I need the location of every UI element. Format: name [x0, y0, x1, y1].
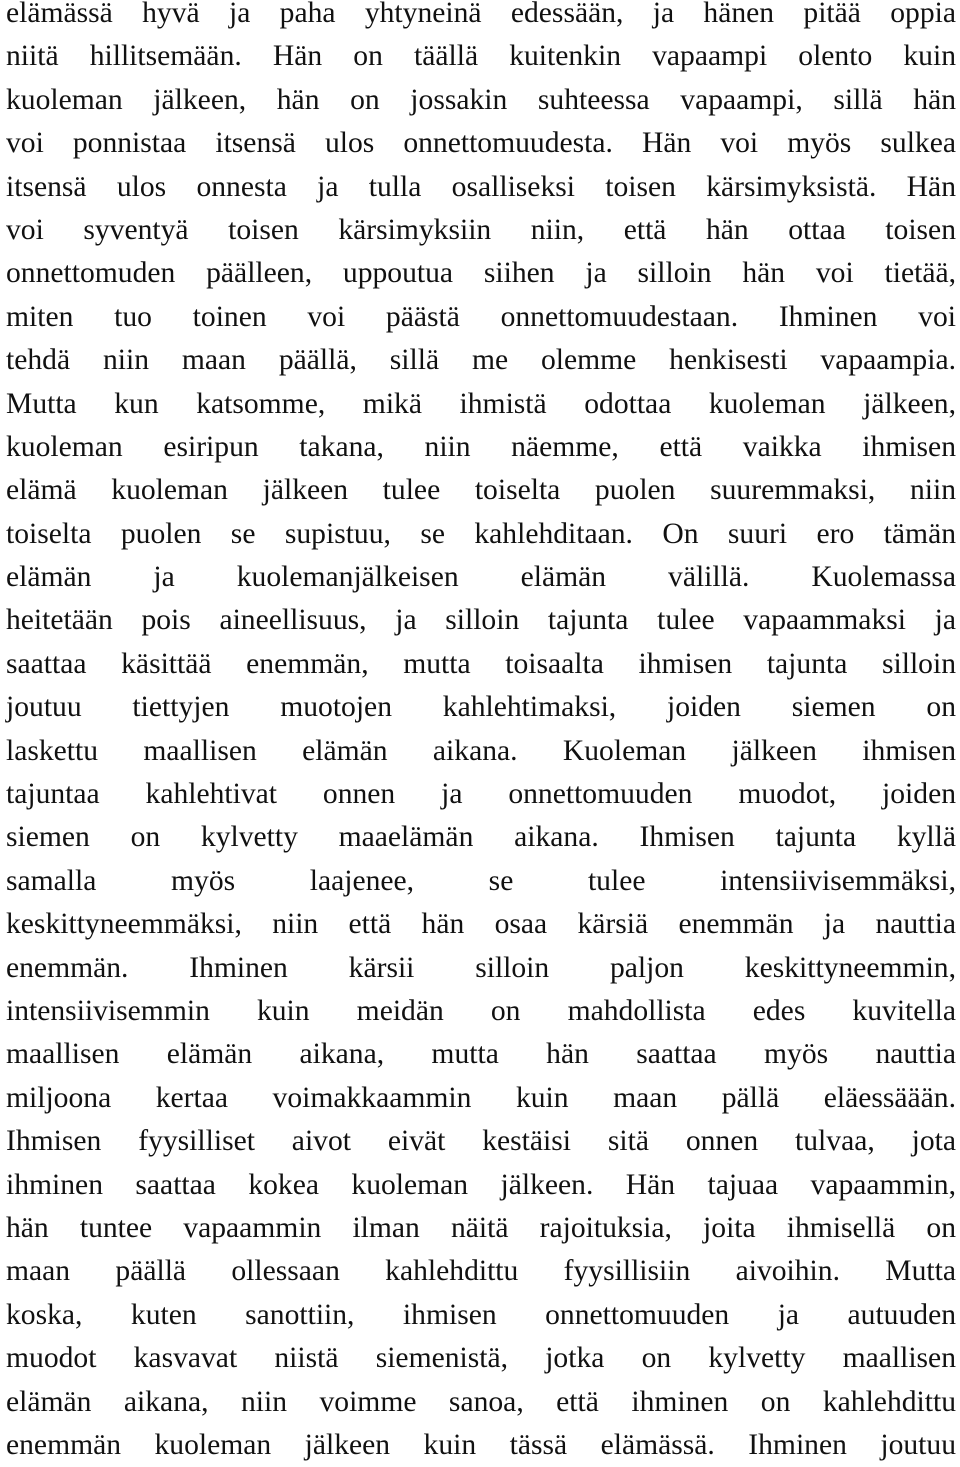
text-line: saattaa käsittää enemmän, mutta toisaalta ihmisen tajunta silloin: [6, 647, 956, 680]
text-line: miten tuo toinen voi päästä onnettomuudestaan. Ihminen voi: [6, 300, 956, 333]
text-line: elämän aikana, niin voimme sanoa, että ihminen on kahlehdittu: [6, 1385, 956, 1418]
text-line: keskittyneemmäksi, niin että hän osaa kärsiä enemmän ja nauttia: [6, 908, 956, 941]
text-line: heitetään pois aineellisuus, ja silloin tajunta tulee vapaammaksi ja: [6, 604, 956, 637]
body-text: [6, 0, 956, 1467]
text-line: elämän ja kuolemanjälkeisen elämän välillä. Kuolemassa: [6, 561, 956, 594]
text-line: elämässä hyvä ja paha yhtyneinä edessään, ja hänen pitää oppia: [6, 0, 956, 29]
text-line: onnettomuden päälleen, uppoutua siihen ja silloin hän voi tietää,: [6, 257, 956, 290]
text-line: niitä hillitsemään. Hän on täällä kuitenkin vapaampi olento kuin: [6, 40, 956, 73]
text-line: voi ponnistaa itsensä ulos onnettomuudesta. Hän voi myös sulkea: [6, 127, 956, 160]
text-line: Mutta kun katsomme, mikä ihmistä odottaa kuoleman jälkeen,: [6, 387, 956, 420]
text-line: samalla myös laajenee, se tulee intensiivisemmäksi,: [6, 864, 956, 897]
text-line: itsensä ulos onnesta ja tulla osalliseksi toisen kärsimyksistä. Hän: [6, 170, 956, 203]
text-line: siemen on kylvetty maaelämän aikana. Ihmisen tajunta kyllä: [6, 821, 956, 854]
text-line: kuoleman esiripun takana, niin näemme, että vaikka ihmisen: [6, 430, 956, 463]
text-line: elämä kuoleman jälkeen tulee toiselta puolen suuremmaksi, niin: [6, 474, 956, 507]
text-line: maan päällä ollessaan kahlehdittu fyysillisiin aivoihin. Mutta: [6, 1255, 956, 1288]
text-line: laskettu maallisen elämän aikana. Kuoleman jälkeen ihmisen: [6, 734, 956, 767]
text-line: tehdä niin maan päällä, sillä me olemme henkisesti vapaampia.: [6, 344, 956, 377]
text-line: hän tuntee vapaammin ilman näitä rajoituksia, joita ihmisellä on: [6, 1211, 956, 1244]
text-line: tajuntaa kahlehtivat onnen ja onnettomuuden muodot, joiden: [6, 778, 956, 811]
text-line: koska, kuten sanottiin, ihmisen onnettomuuden ja autuuden: [6, 1298, 956, 1331]
text-line: enemmän kuoleman jälkeen kuin tässä elämässä. Ihminen joutuu: [6, 1428, 956, 1461]
text-line: voi syventyä toisen kärsimyksiin niin, että hän ottaa toisen: [6, 213, 956, 246]
text-line: enemmän. Ihminen kärsii silloin paljon keskittyneemmin,: [6, 951, 956, 984]
text-line: intensiivisemmin kuin meidän on mahdollista edes kuvitella: [6, 994, 956, 1027]
text-line: ihminen saattaa kokea kuoleman jälkeen. Hän tajuaa vapaammin,: [6, 1168, 956, 1201]
text-line: Ihmisen fyysilliset aivot eivät kestäisi sitä onnen tulvaa, jota: [6, 1125, 956, 1158]
text-line: miljoona kertaa voimakkaammin kuin maan pällä eläessäään.: [6, 1081, 956, 1114]
text-line: joutuu tiettyjen muotojen kahlehtimaksi, joiden siemen on: [6, 691, 956, 724]
text-line: muodot kasvavat niistä siemenistä, jotka on kylvetty maallisen: [6, 1342, 956, 1375]
text-line: toiselta puolen se supistuu, se kahlehditaan. On suuri ero tämän: [6, 517, 956, 550]
text-line: maallisen elämän aikana, mutta hän saattaa myös nauttia: [6, 1038, 956, 1071]
text-line: kuoleman jälkeen, hän on jossakin suhteessa vapaampi, sillä hän: [6, 83, 956, 116]
